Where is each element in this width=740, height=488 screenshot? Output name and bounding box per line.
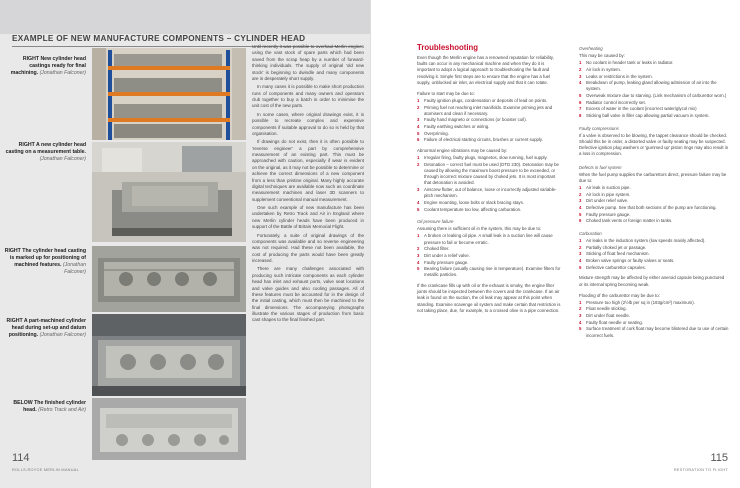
compressions-heading: Faulty compressions xyxy=(579,125,619,131)
list-item: 4 Faulty float needle or seating. xyxy=(579,319,643,325)
list-item: 3 Sticking of float feed mechanism. xyxy=(579,251,650,257)
list-item: 2 Priming fuel not reaching inlet manifolds. Examine priming jets and atomisers and clean if necessary. xyxy=(417,104,553,116)
caption-lead: RIGHT A part-machined cylinder head during set-up and datum positioning. xyxy=(6,318,86,339)
group-heading: Failure to start may be due to: xyxy=(417,90,475,96)
flooding-intro: Flooding of the carburettor may be due to: xyxy=(579,292,660,298)
list-item: 3 Airscrew flutter, out of balance, loose or incorrectly adjusted variable-pitch mechanism. xyxy=(417,187,557,199)
list-item: 1 Air leaks in the induction system (low speeds mainly affected). xyxy=(579,238,706,244)
list-item: 5 Faulty pressure gauge. xyxy=(579,211,631,217)
photo-caption-4 xyxy=(4,318,86,339)
list-item: 1 Irregular firing, faulty plugs, magnetos, slow running, fuel supply. xyxy=(417,155,548,161)
list-item: 2 Air lock in pipe system. xyxy=(579,191,631,197)
body-paragraph: There are many challenges associated with producing such intricate components as each cylinder head has inlet and exhaust ports, valve seat locations and valve guides and also cooling passages. All of these features must be accounted for in the design of the initial casting, which must then be machined to the final dimensions. The accompanying photographs illustrate the various stages of production from basic cast shapes to the final finished part. xyxy=(252,266,364,323)
list-item: 1 A broken or leaking oil pipe. A small leak in a suction line will cause pressure to fail or become erratic. xyxy=(417,233,553,245)
fuel-system-intro: When the fuel pump supplies the carburettors direct, pressure failure may be due to: xyxy=(579,171,727,183)
photo-caption-5 xyxy=(4,400,86,414)
overheating-intro: This may be caused by: xyxy=(579,53,625,59)
list-item: 3 Dirt under float needle. xyxy=(579,313,630,319)
list-item: 3 Dirt under a relief valve. xyxy=(417,252,470,258)
caption-credit: (Retro Track and Air) xyxy=(38,407,86,414)
list-item: 2 Choked filter. xyxy=(417,246,450,252)
flooding-list xyxy=(579,300,729,339)
caption-credit: (Jonathan Falconer) xyxy=(39,156,86,163)
list-item: 5 Overweak mixture due to starving. (Link mechanism of carburettor worn.) xyxy=(579,93,727,99)
caption-credit: (Jonathan Falconer) xyxy=(62,262,86,276)
page-number-right: 115 xyxy=(710,452,728,464)
body-paragraph: In some cases, where original drawings exist, it is possible to recreate complex and expensive components if suitable approval to do so is held by that organisation. xyxy=(252,111,364,136)
page-footer-left: ROLLS-ROYCE MERLIN MANUAL xyxy=(12,468,79,472)
list-item: 5 Bearing failure (usually causing rise in temperature). Examine filters for metallic particles. xyxy=(417,266,561,278)
list-item: 4 Engine mounting, loose bolts or slack bracing stays. xyxy=(417,199,524,205)
list-item: 3 Faulty hand magneto or connections (or booster coil). xyxy=(417,117,527,123)
fuel-system-heading: Defects in fuel system xyxy=(579,164,622,170)
list-item: 4 Breakdown of pump, leaking gland allowing admission of air into the system. xyxy=(579,80,717,92)
photo-measurement-table xyxy=(92,142,246,242)
fuel-system-list xyxy=(579,185,729,224)
caption-lead: RIGHT The cylinder head casting is marked up for positioning of machined features. xyxy=(4,248,86,269)
caption-credit: (Jonathan Falconer) xyxy=(39,332,86,339)
list-item: 8 Sticking ball valve in filler cap allowing partial vacuum in system. xyxy=(579,113,710,119)
page-footer-right: RESTORATION TO FLIGHT xyxy=(673,468,728,472)
list-item: 3 Dirt under relief valve. xyxy=(579,198,629,204)
photo-marked-casting xyxy=(92,246,246,312)
oil-pressure-intro: Assuming there is sufficient oil in the system, this may be due to: xyxy=(417,226,542,232)
oil-pressure-heading: Oil pressure failure xyxy=(417,219,454,225)
list-item: 3 Leaks or restrictions in the system. xyxy=(579,73,653,79)
list-item: 5 Defective carburettor capsules. xyxy=(579,264,646,270)
section-title: EXAMPLE OF NEW MANUFACTURE COMPONENTS – CYLINDER HEAD xyxy=(12,34,362,47)
list-item: 7 Excess of water in the coolant (incorrect water/glycol mix) xyxy=(579,106,697,112)
list-item: 5 Overpriming. xyxy=(417,130,449,136)
list-item: 6 Failure of electrical starting circuits, brushes or current supply. xyxy=(417,137,543,143)
troubleshooting-column-2 xyxy=(579,46,729,339)
list-item: 1 No coolant in header tank or leaks in radiator. xyxy=(579,60,674,66)
vibration-list xyxy=(417,155,563,212)
list-item: 4 Faulty pressure gauge. xyxy=(417,259,469,265)
list-item: 2 Air lock in system. xyxy=(579,66,621,72)
list-item: 4 Faulty earthing switches or wiring. xyxy=(417,124,490,130)
body-paragraph: Fortunately, a suite of original drawings of the components was available and so reverse engineering was not required. Had these not been available, the cost of producing the parts would have been greatly increased. xyxy=(252,232,364,263)
list-item: 2 Float needle sticking. xyxy=(579,306,627,312)
troubleshooting-title: Troubleshooting xyxy=(417,43,479,52)
body-paragraph: One such example of new manufacture has been undertaken by Retro Track and Air in England where new Merlin cylinder heads have been produced in support of the Battle of Britain Memorial Flight. xyxy=(252,205,364,230)
caption-lead: RIGHT A new cylinder head casting on a measurement table. xyxy=(5,142,86,156)
page-header-band xyxy=(0,0,370,34)
carburation-list xyxy=(579,238,729,271)
list-item: 2 Detonation – correct fuel must be used (DTD 230). Detonation may be caused by allowing the maximum boost pressure to be exceeded, or through incorrect mixture caused by choked jets. It is most important that detonation is avoided. xyxy=(417,161,559,186)
page-number-left: 114 xyxy=(12,452,30,464)
failure-to-start-list xyxy=(417,98,563,144)
overheating-heading: Overheating xyxy=(579,46,603,51)
troubleshooting-column-1 xyxy=(417,43,563,315)
list-item: 6 Radiator control incorrectly set. xyxy=(579,99,646,105)
list-item: 5 Surface treatment of cork float may become blistered due to use of certain incorrect fuels. xyxy=(579,326,729,338)
body-paragraph: If drawings do not exist, then it is often possible to 'reverse engineer' a part by comprehensive measurement of an existing part. This must be approached with caution, especially if wear is evident on the original, as it may not be possible to determine or achieve the correct dimensions of a new component from a less than pristine original. Many highly accurate digital techniques are available now such as coordinate measurement machines and laser 3D scanners to supplement conventional manual measurement. xyxy=(252,139,364,202)
photo-caption-2 xyxy=(4,142,86,163)
body-paragraph: Until recently it was possible to overhaul Merlin engines using the vast stock of spare parts which had been saved from the scrap heap by a number of forward-thinking individuals. The supply of original 'old new stock' is beginning to dwindle and many components are in desperately short supply. xyxy=(252,44,364,81)
photo-caption-3 xyxy=(4,248,86,276)
article-body xyxy=(252,44,364,326)
caption-lead: BELOW The finished cylinder head. xyxy=(13,400,86,414)
caption-credit: (Jonathan Falconer) xyxy=(39,70,86,77)
caption-lead: RIGHT New cylinder head castings ready for final machining. xyxy=(10,56,86,77)
overheating-list xyxy=(579,60,729,119)
list-item: 4 Broken valve springs or faulty valves or seats. xyxy=(579,258,675,264)
right-page xyxy=(370,0,740,488)
photo-machining-setup xyxy=(92,314,246,396)
oil-pressure-list xyxy=(417,233,563,278)
body-paragraph: In many cases it is possible to make short production runs of components and many owners and operators club together to buy a batch in order to minimise the unit cost of the new parts. xyxy=(252,84,364,109)
photo-caption-1 xyxy=(4,56,86,77)
carburation-heading: Carburation xyxy=(579,230,602,236)
photo-castings-shelving xyxy=(92,48,246,140)
carburation-note: Mixture strength may be affected by either aneroid capsule being punctured or its internal spring becoming weak. xyxy=(579,275,725,287)
list-item: 5 Coolant temperature too low, affecting carburation. xyxy=(417,206,522,212)
compressions-text: If a valve is observed to be blowing, the tappet clearance should be checked. Should this be in order, a distorted valve or faulty seating may be suspected. Defective ignition plug washers or 'gummed up' piston rings may also result in a loss in compression. xyxy=(579,132,729,157)
troubleshooting-intro: Even though the Merlin engine has a renowned reputation for reliability, faults can occur in any mechanical machine and when they do it is important to adopt a logical approach to troubleshooting the fault and resolving it. Simple first steps are to ensure that the engine has a fuel supply, unblocked air inlet, an electrical supply and that it can rotate. xyxy=(417,55,554,85)
photo-finished-head xyxy=(92,398,246,460)
list-item: 2 Partially choked jet or passage. xyxy=(579,244,647,250)
list-item: 1 Air leak in suction pipe. xyxy=(579,184,631,190)
list-item: 1 Pressure too high (2½lb per sq in (193g/cm²) maximum). xyxy=(579,299,695,305)
crankcase-note: If the crankcase fills up with oil or the exhaust is smoky, the engine filter joints should be inspected between the covers and the crankcase. If an air leak is found on the suction, the oil leak may appear at this point when standing. Examine scavenge oil system and make certain that restriction is not taking place, due, for example, to a crossed olive in a pipe connection. xyxy=(417,283,561,313)
list-item: 4 Defective pump. See that both sections of the pump are functioning. xyxy=(579,204,717,210)
list-item: 6 Choked tank vents or foreign matter in tanks. xyxy=(579,218,673,224)
group-heading: Abnormal engine vibrations may be caused by: xyxy=(417,148,508,154)
list-item: 1 Faulty ignition plugs, condensation or deposits of lead on points. xyxy=(417,98,548,103)
